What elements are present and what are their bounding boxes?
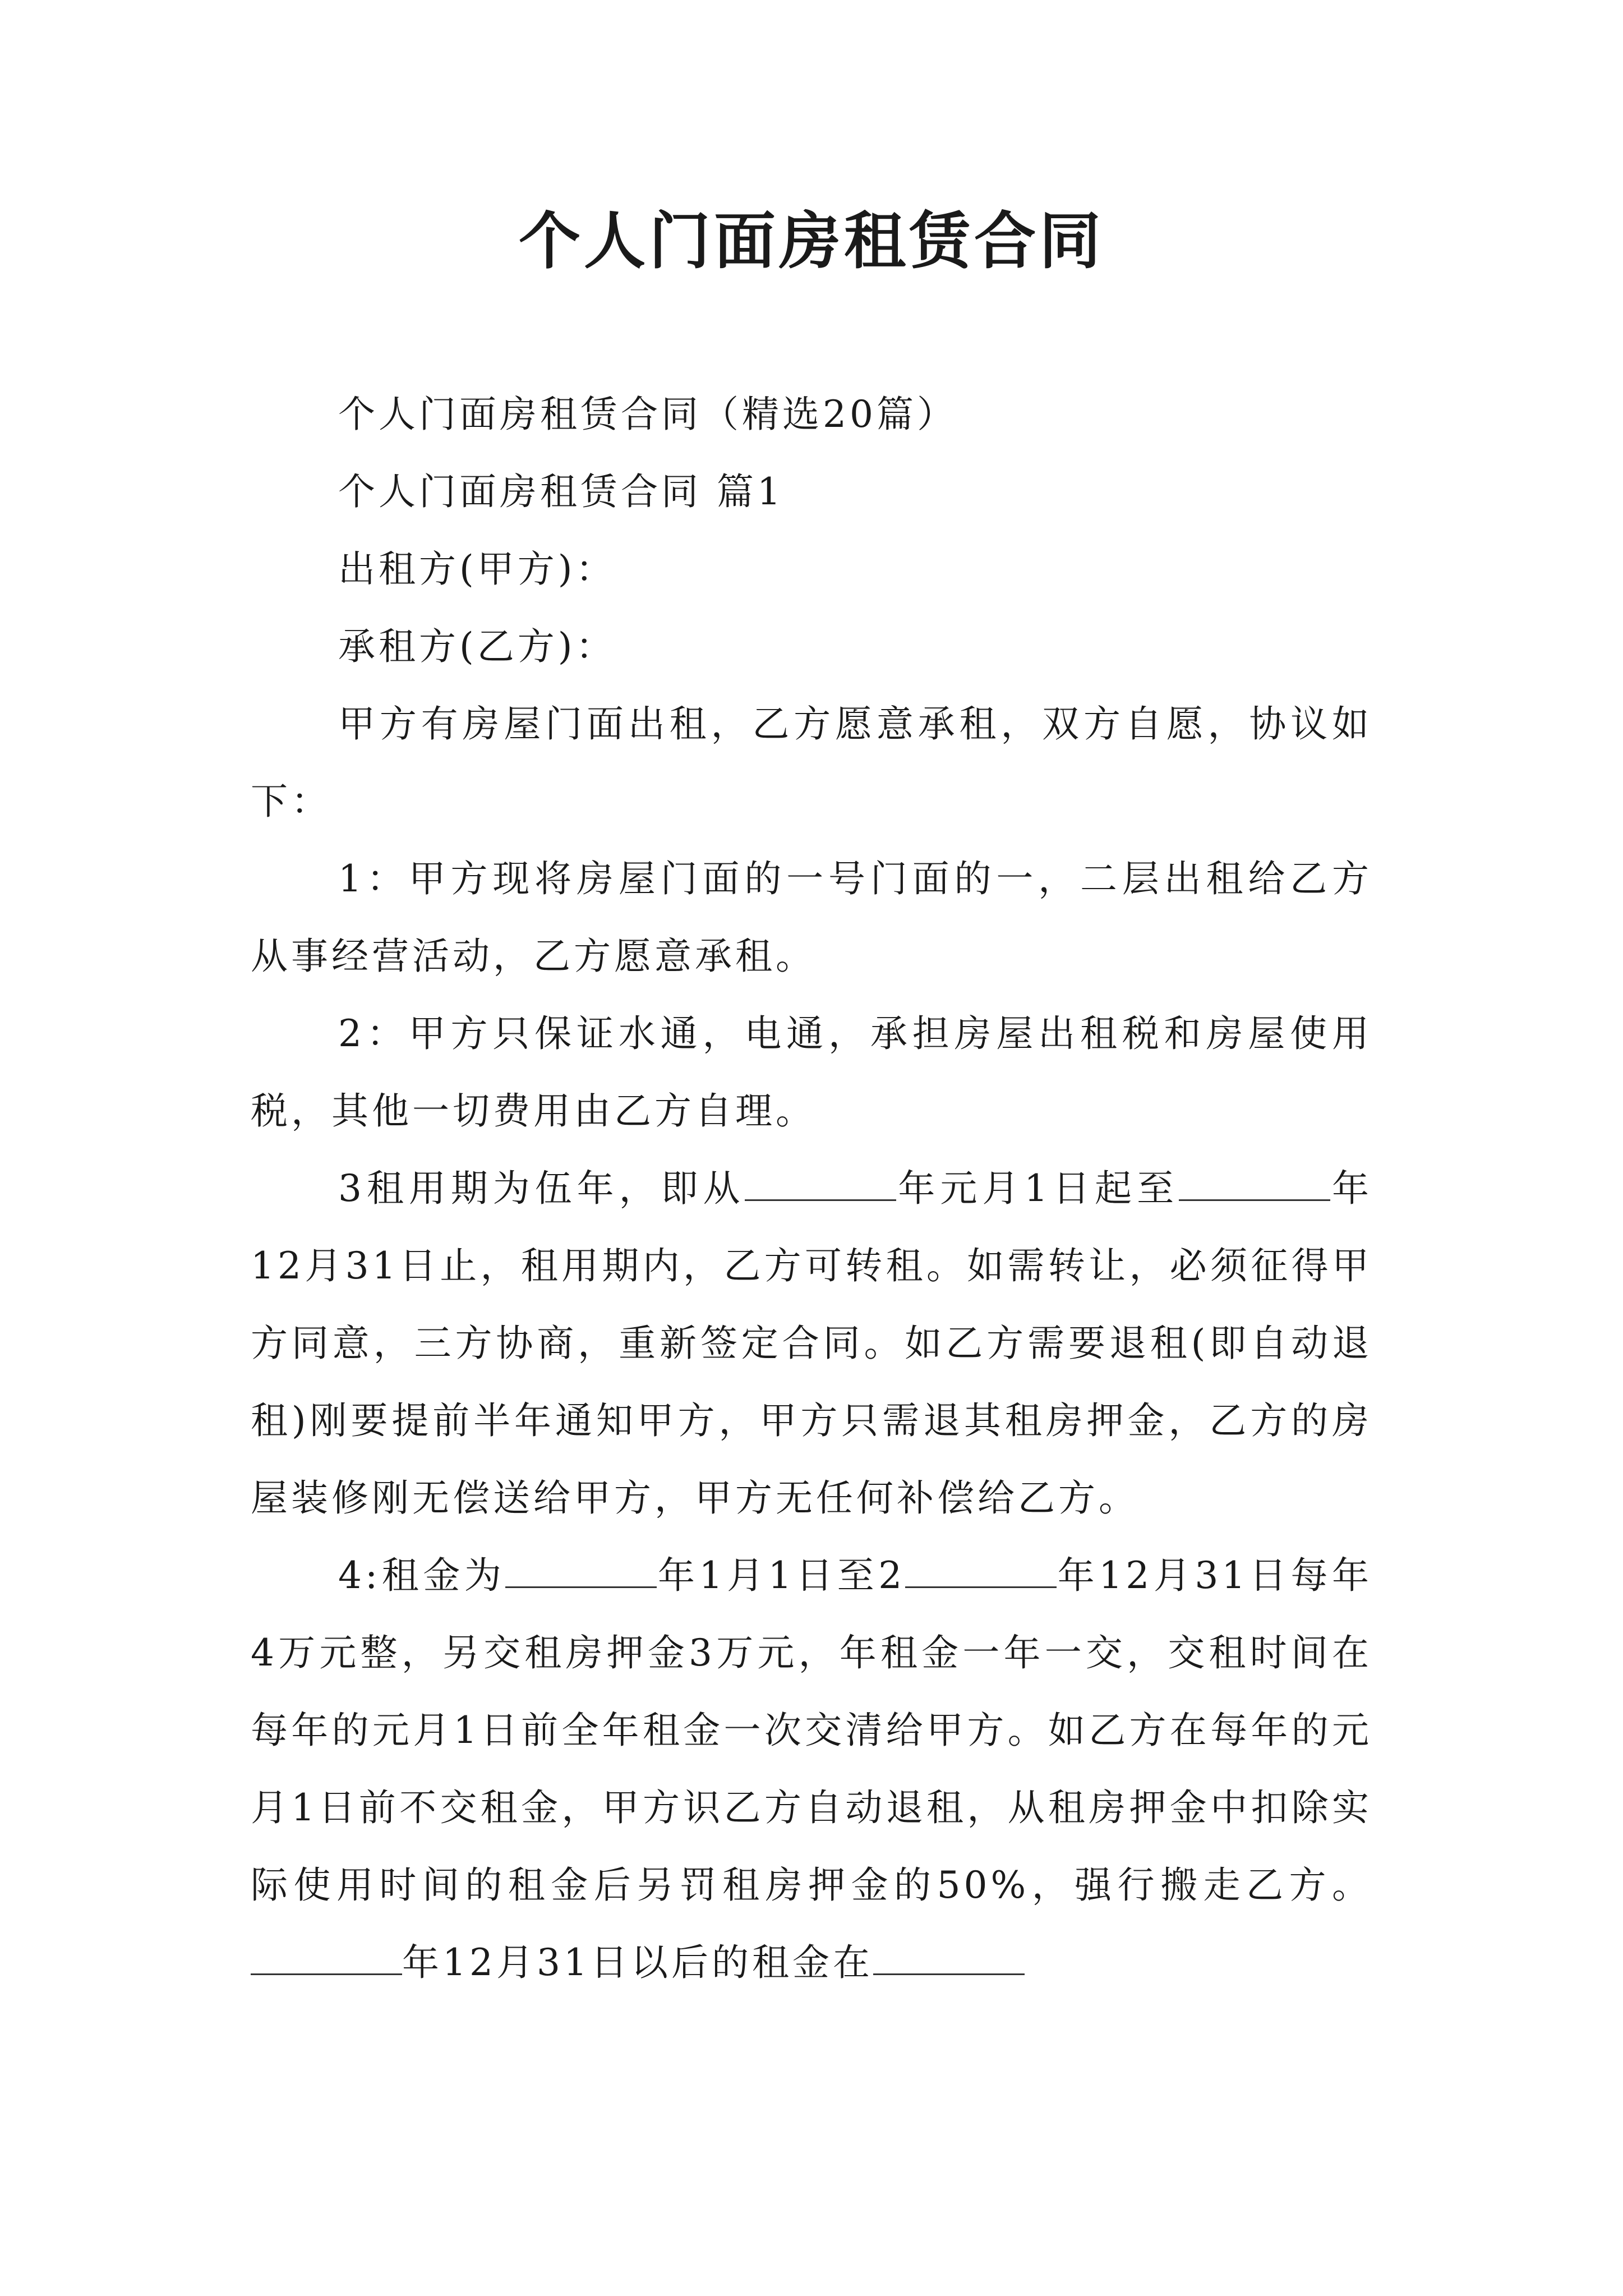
- clause-3-text-c: 年12月31日止，租用期内，乙方可转租。如需转让，必须征得甲方同意，三方协商，重新签定合同。如乙方需要退租(即自动退租)刚要提前半年通知甲方，甲方只需退其租房押金，乙方的房屋装修刚无偿送给甲方，甲方无任何补偿给乙方。: [251, 1167, 1372, 1520]
- blank-line: [873, 1936, 1025, 1975]
- paragraph-clause-2: 2：甲方只保证水通，电通，承担房屋出租税和房屋使用税，其他一切费用由乙方自理。: [251, 1012, 1372, 1133]
- clause-3-text-a: 3租用期为伍年，即从: [338, 1167, 745, 1210]
- paragraph-clause-3: [251, 1150, 1372, 1537]
- paragraph-subtitle: 个人门面房租赁合同（精选20篇）: [338, 393, 957, 436]
- paragraph-intro: 甲方有房屋门面出租，乙方愿意承租，双方自愿，协议如下：: [251, 702, 1372, 823]
- blank-line: [251, 1936, 402, 1975]
- blank-line: [905, 1549, 1057, 1588]
- clause-4-text-a: 4:租金为: [338, 1554, 506, 1597]
- paragraph-clause-1: 1：甲方现将房屋门面的一号门面的一，二层出租给乙方从事经营活动，乙方愿意承租。: [251, 857, 1372, 978]
- blank-line: [505, 1549, 657, 1588]
- blank-line: [745, 1162, 896, 1201]
- clause-4-text-c: 年12月31日每年4万元整，另交租房押金3万元，年租金一年一交，交租时间在每年的元月1日前全年租金一次交清给甲方。如乙方在每年的元月1日前不交租金，甲方识乙方自动退租，从租房押金中扣除实际使用时间的租金后另罚租房押金的50%，强行搬走乙方。: [251, 1554, 1372, 1907]
- paragraph-lessee: 承租方(乙方)：: [338, 625, 616, 668]
- document-title: 个人门面房租赁合同: [519, 205, 1104, 277]
- paragraph-clause-4: [251, 1537, 1372, 2001]
- clause-4-text-b: 年1月1日至2: [657, 1554, 906, 1597]
- clause-3-text-b: 年元月1日起至: [896, 1167, 1179, 1210]
- paragraph-lessor: 出租方(甲方)：: [338, 547, 616, 591]
- document-body: [251, 376, 1372, 2001]
- blank-line: [1179, 1162, 1330, 1201]
- clause-4-text-d: 年12月31日以后的租金在: [402, 1941, 873, 1984]
- paragraph-section-heading: 个人门面房租赁合同 篇1: [338, 470, 784, 513]
